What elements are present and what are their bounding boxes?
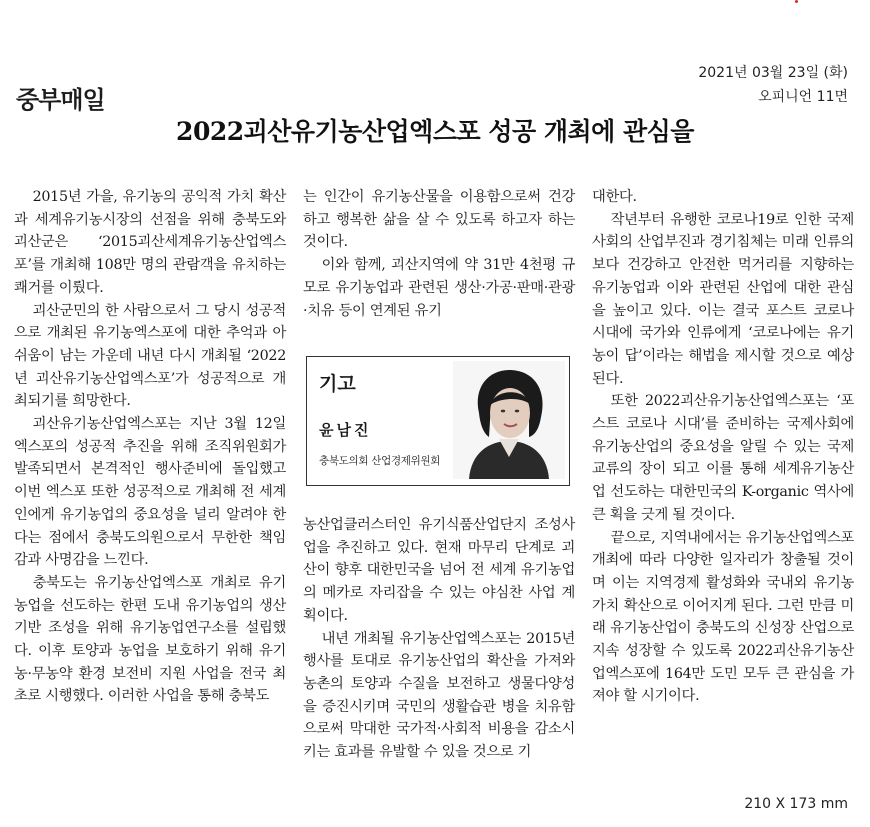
article-column-2-bottom — [303, 514, 575, 764]
author-portrait — [453, 361, 565, 479]
article-column-3 — [592, 186, 854, 708]
paragraph: 내년 개최될 유기농산업엑스포는 2015년 행사를 토대로 유기농산업의 확산을 가져와 농촌의 토양과 수질을 보전하고 생물다양성을 증진시키며 국민의 생활습관 병을 치유함으로써 막대한 국가적·사회적 비용을 감소시키는 효과를 유발할 수 있을 것으로 기 — [303, 630, 575, 761]
byline-box — [306, 356, 570, 486]
section-page: 오피니언 11면 — [758, 89, 848, 105]
publish-date: 2021년 03월 23일 (화) — [698, 65, 848, 81]
paragraph: 끝으로, 지역내에서는 유기농산업엑스포 개최에 따라 다양한 일자리가 창출될 것이며 이는 지역경제 활성화와 국내외 유기농 가치 확산으로 이어지게 된다. 그런 만큼 미래 유기농산업이 충북도의 신성장 산업으로 지속 성장할 수 있도록 2022괴산유기농산업엑스포에 164만 도민 모두 큰 관심을 가져야 할 시기이다. — [592, 529, 854, 705]
headline: 2022괴산유기농산업엑스포 성공 개최에 관심을 — [176, 117, 694, 146]
paragraph: 작년부터 유행한 코로나19로 인한 국제사회의 산업부진과 경기침체는 미래 인류의 보다 건강하고 안전한 먹거리를 지향하는 유기농업과 이와 관련된 산업에 대한 관심을 높이고 있다. 이는 결국 포스트 코로나 시대에 국가와 인류에게 ‘코로나에는 유기농이 답’이라는 해법을 제시할 것으로 예상된다. — [592, 211, 854, 387]
paragraph: 이와 함께, 괴산지역에 약 31만 4천평 규모로 유기농업과 관련된 생산·가공·판매·관광·치유 등이 연계된 유기 — [303, 257, 575, 319]
paragraph: 또한 2022괴산유기농산업엑스포는 ‘포스트 코로나 시대’를 준비하는 국제사회에 유기농산업의 중요성을 알릴 수 있는 국제교류의 장이 되고 이를 통해 세계유기농산업 선도하는 대한민국의 K-organic 역사에 큰 획을 긋게 될 것이다. — [592, 393, 854, 523]
byline-role: 충북도의회 산업경제위원회 — [319, 455, 441, 467]
paragraph: 2015년 가을, 유기농의 공익적 가치 확산과 세계유기농시장의 선점을 위해 충북도와 괴산군은 ‘2015괴산세계유기농산업엑스포’를 개최해 108만 명의 관람객을 유치하는 쾌거를 이뤘다. — [14, 189, 286, 296]
paragraph: 는 인간이 유기농산물을 이용함으로써 건강하고 행복한 삶을 살 수 있도록 하고자 하는 것이다. — [303, 189, 575, 251]
paragraph: 농산업클러스터인 유기식품산업단지 조성사업을 추진하고 있다. 현재 마무리 단계로 괴산이 향후 대한민국을 넘어 전 세계 유기농업의 메카로 자리잡을 수 있는 야심찬 사업 계획이다. — [303, 517, 575, 624]
paragraph: 대한다. — [592, 189, 637, 205]
byline-author: 윤남진 — [319, 421, 372, 439]
article-column-1 — [14, 186, 286, 708]
paragraph: 괴산유기농산업엑스포는 지난 3월 12일 엑스포의 성공적 추진을 위해 조직위원회가 발족되면서 본격적인 행사준비에 돌입했고 이번 엑스포 또한 성공적으로 개최해 전 세계인에게 유기농업의 중요성을 널리 알려야 한다는 점에서 충북도의원으로서 무한한 책임감과 사명감을 느낀다. — [14, 416, 286, 569]
paragraph: 충북도는 유기농산업엑스포 개최로 유기농업을 선도하는 한편 도내 유기농업의 생산기반 조성을 위해 유기농업연구소를 설립했다. 이후 토양과 농업을 보호하기 위해 유기농·무농약 환경 보전비 지원 사업을 전국 최초로 시행했다. 이러한 사업을 통해 충북도 — [14, 574, 286, 705]
article-column-2-top — [303, 186, 575, 322]
corner-dot — [795, 0, 798, 3]
byline-category: 기고 — [319, 373, 356, 395]
article-size: 210 X 173 mm — [744, 796, 848, 812]
paragraph: 괴산군민의 한 사람으로서 그 당시 성공적으로 개최된 유기농엑스포에 대한 추억과 아쉬움이 남는 가운데 내년 다시 개최될 ‘2022년 괴산유기농산업엑스포’가 성공적으로 개최되기를 희망한다. — [14, 302, 286, 410]
newspaper-logo: 중부매일 — [16, 86, 105, 114]
